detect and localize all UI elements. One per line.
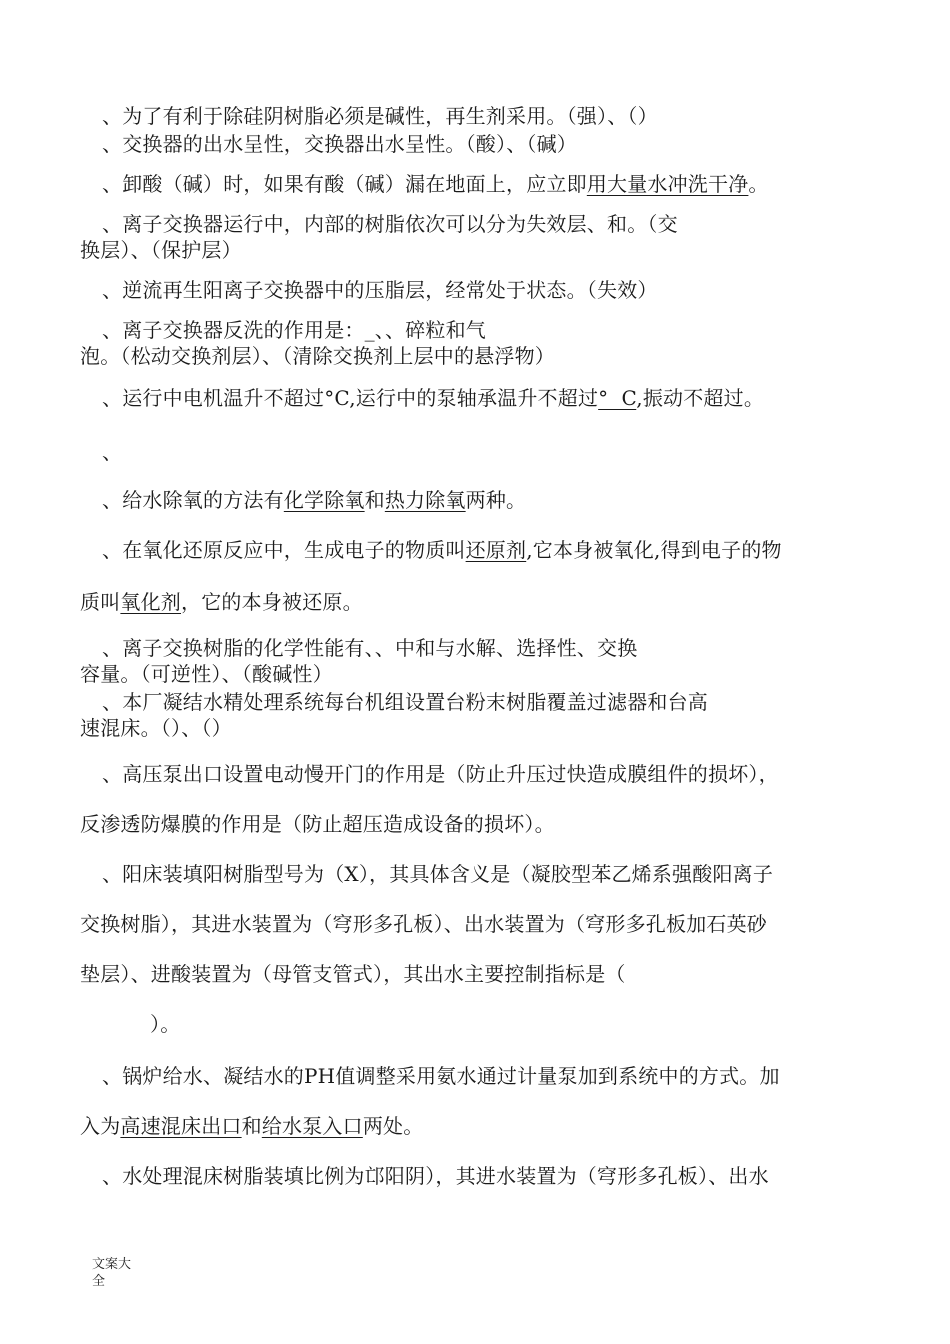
- text-line: [102, 276, 658, 304]
- text-line: [102, 760, 779, 788]
- underlined-answer: 还原剂: [465, 538, 527, 562]
- text-line: [102, 210, 678, 238]
- text-segment: 、逆流再生阳离子交换器中的压脂层，经常处于状态。（失效）: [102, 278, 658, 302]
- text-line: [80, 236, 242, 264]
- text-segment: 、离子交换器反洗的作用是：_、、碎粒和气: [102, 318, 486, 342]
- text-segment: 、水处理混床树脂装填比例为邙阳阴），其进水装置为（穹形多孔板）、出水: [102, 1164, 769, 1188]
- text-line: [102, 486, 526, 514]
- text-segment: 换层）、（保护层）: [80, 238, 242, 262]
- text-line: [102, 634, 637, 662]
- underlined-answer: 高速混床出口: [120, 1114, 242, 1138]
- text-line: [102, 438, 122, 466]
- text-segment: 、本厂凝结水精处理系统每台机组设置台粉末树脂覆盖过滤器和台高: [102, 690, 708, 714]
- footer-label: [92, 1256, 131, 1290]
- text-line: [102, 1062, 780, 1090]
- text-line: [102, 384, 764, 412]
- text-line: [80, 660, 333, 688]
- text-line: [102, 536, 782, 564]
- text-segment: 、在氧化还原反应中，生成电子的物质叫: [102, 538, 466, 562]
- text-line: [150, 1010, 180, 1038]
- text-segment: 入为: [80, 1114, 121, 1138]
- text-segment: 、为了有利于除硅阴树脂必须是碱性，再生剂采用。（强）、（）: [102, 104, 658, 128]
- text-line: [102, 102, 658, 130]
- footer-line-1: 文案大: [92, 1257, 132, 1272]
- text-segment: 。: [748, 172, 769, 196]
- text-segment: 两处。: [362, 1114, 424, 1138]
- text-line: [80, 910, 767, 938]
- text-segment: 交换树脂），其进水装置为（穹形多孔板）、出水装置为（穹形多孔板加石英砂: [80, 912, 767, 936]
- text-segment: 质叫: [80, 590, 121, 614]
- text-line: [102, 1162, 769, 1190]
- underlined-answer: 化学除氧: [283, 488, 365, 512]
- text-segment: 、卸酸（碱）时，如果有酸（碱）漏在地面上，应立即: [102, 172, 587, 196]
- text-line: [102, 130, 577, 158]
- text-segment: ，它的本身被还原。: [181, 590, 363, 614]
- text-line: [80, 1112, 423, 1140]
- footer-line-2: 全: [92, 1274, 106, 1289]
- text-segment: 、给水除氧的方法有: [102, 488, 284, 512]
- text-segment: 、离子交换器运行中，内部的树脂依次可以分为失效层、和。（交: [102, 212, 678, 236]
- text-segment: 和: [364, 488, 385, 512]
- text-segment: 垫层）、进酸装置为（母管支管式），其出水主要控制指标是（: [80, 962, 626, 986]
- text-segment: 、锅炉给水、凝结水的PH值调整采用氨水通过计量泵加到系统中的方式。加: [102, 1064, 780, 1088]
- text-line: [80, 714, 232, 742]
- underlined-answer: 用大量水冲洗干净: [586, 172, 749, 196]
- text-line: [102, 860, 773, 888]
- text-segment: 、交换器的出水呈性，交换器出水呈性。（酸）、（碱）: [102, 132, 577, 156]
- text-segment: 速混床。（）、（）: [80, 716, 232, 740]
- text-segment: 、: [102, 440, 123, 464]
- text-line: [102, 316, 486, 344]
- text-line: [80, 588, 363, 616]
- text-segment: 、离子交换树脂的化学性能有、、中和与水解、选择性、交换: [102, 636, 638, 660]
- text-segment: 泡。（松动交换剂层）、（清除交换剂上层中的悬浮物）: [80, 344, 555, 368]
- text-segment: ）。: [150, 1012, 181, 1036]
- text-line: [80, 342, 555, 370]
- text-segment: 和: [241, 1114, 262, 1138]
- text-segment: 、高压泵出口设置电动慢开门的作用是（防止升压过快造成膜组件的损坏），: [102, 762, 779, 786]
- text-line: [102, 688, 708, 716]
- text-line: [80, 960, 626, 988]
- text-segment: 反渗透防爆膜的作用是（防止超压造成设备的损坏）。: [80, 812, 555, 836]
- text-segment: ,振动不超过。: [636, 386, 765, 410]
- text-segment: 、运行中电机温升不超过°C,运行中的泵轴承温升不超过: [102, 386, 599, 410]
- text-segment: 容量。（可逆性）、（酸碱性）: [80, 662, 333, 686]
- text-segment: 、阳床装填阳树脂型号为（X），其具体含义是（凝胶型苯乙烯系强酸阳离子: [102, 862, 774, 886]
- underlined-answer: 氧化剂: [120, 590, 182, 614]
- underlined-answer: 热力除氧: [384, 488, 466, 512]
- text-segment: ,它本身被氧化,得到电子的物: [526, 538, 782, 562]
- underlined-answer: 给水泵入口: [261, 1114, 363, 1138]
- underlined-answer: ° C: [598, 386, 637, 410]
- text-line: [102, 170, 769, 198]
- text-line: [80, 810, 555, 838]
- text-segment: 两种。: [465, 488, 527, 512]
